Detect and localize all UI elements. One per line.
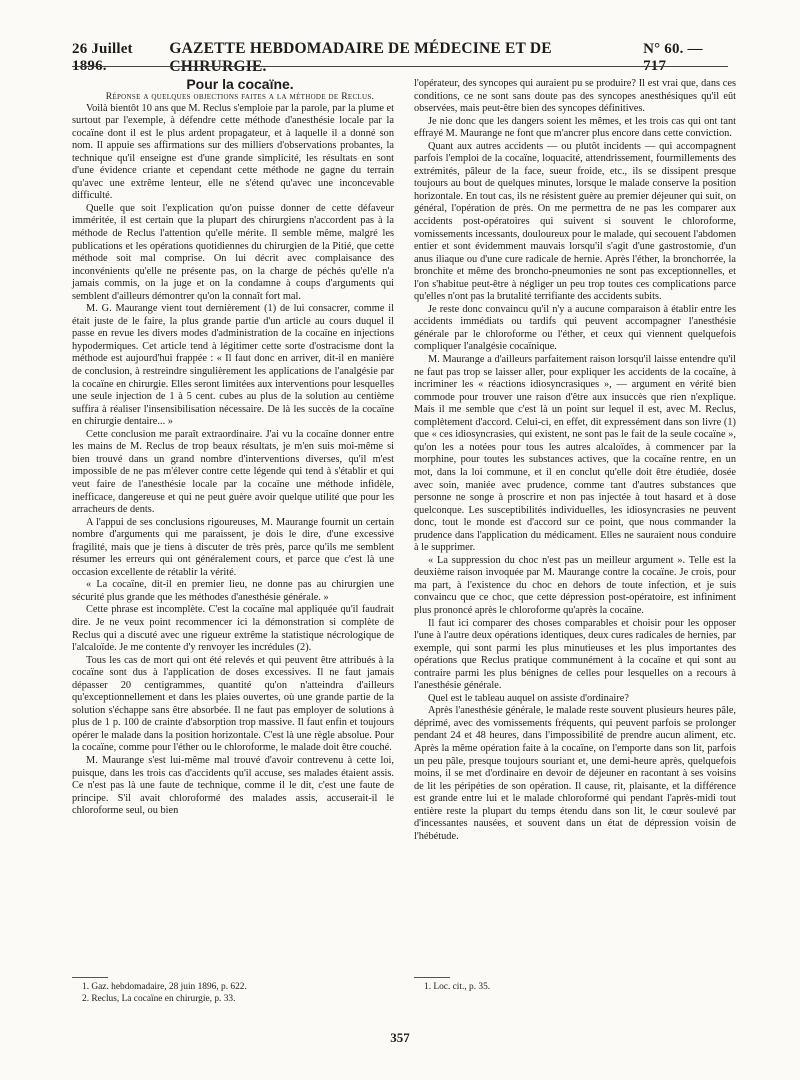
paragraph: l'opérateur, des syncopes qui auraient pu se produire? Il est vrai que, dans ces conditions, ce ne sont sans doute pas des syncopes anesthésiques qu'il eût observées, mais peut-être bien des syncopes définitives. xyxy=(414,78,736,115)
paragraph: Voilà bientôt 10 ans que M. Reclus s'emploie par la parole, par la plume et surtout par l'exemple, à défendre cette méthode d'anesthésie locale par la cocaïne dont il est le plus ardent propagateur, et à laquelle il a donné son nom. Il appuie ses affirmations sur des milliers d'observations probantes, la technique qu'il enseigne est d'une grande simplicité, les résultats en sont d'une évidence criante et cependant cette méthode ne gagne du terrain qu'avec une extrême lenteur, elle ne s'étend qu'avec une inconcevable difficulté. xyxy=(72,102,394,202)
right-column xyxy=(414,78,736,843)
left-column xyxy=(72,78,394,818)
article-subtitle: Réponse a quelques objections faites a la méthode de Reclus. xyxy=(105,90,375,102)
footnote-rule xyxy=(414,977,450,978)
paragraph: Il faut ici comparer des choses comparables et choisir pour les opposer l'une à l'autre deux opérations identiques, deux cures radicales de hernies, par exemple, qui sont parmi les plus minutieuses et les plus importantes des opérations que Reclus pratique communément à la cocaïne et qui sont au contraire parmi les plus bénignes de celles pour lesquelles on a recours à l'anesthésie générale. xyxy=(414,617,736,692)
paragraph: M. G. Maurange vient tout dernièrement (1) de lui consacrer, comme il était juste de le faire, la plus grande partie d'un article au cours duquel il passe en revue les divers modes d'administration de la cocaïne en injections hypodermiques. Cet article tend à légitimer cette sorte d'ostracisme dont la méthode est aujourd'hui frappée : « Il faut donc en arriver, dit-il en manière de conclusion, à restreindre singulièrement les applications de l'analgésie par la cocaïne en chirurgie. Elles seront limitées aux interventions pour lesquelles une seule injection de 1 à 5 cent. cubes au plus de la solution au centième suffira à réaliser l'insensibilisation nécessaire. De là les succès de la cocaïne en chirurgie dentaire... » xyxy=(72,303,394,428)
paragraph: A l'appui de ses conclusions rigoureuses, M. Maurange fournit un certain nombre d'arguments qui me paraissent, je dois le dire, d'une excessive fragilité, mais que je tiens à discuter de très près, parce qu'ils me semblent résumer les erreurs qui ont généralement cours, et parce que c'est là une occasion excellente de rétablir la vérité. xyxy=(72,516,394,578)
paragraph: M. Maurange a d'ailleurs parfaitement raison lorsqu'il laisse entendre qu'il ne faut pas trop se laisser aller, pour expliquer les accidents de la cocaïne, à incriminer les « réactions idiosyncrasiques », — argument en vérité bien commode pour trouver une raison d'être aux insuccès que rien n'explique. Mais il me semble que c'est là un point sur lequel il est, avec M. Reclus, complètement d'accord. Celui-ci, en effet, dit expressément dans son livre (1) que « ces idiosyncrasies, qui existent, ne sont pas le fait de la seule cocaïne », qu'on les a notées pour tous les autres alcaloïdes, à commencer par la morphine, pour toutes les substances actives, que la cocaïne rentre, en un mot, dans la loi commune, et il en conclut qu'elle doit être étudiée, dosée avec soin, maniée avec prudence, comme tant d'autres substances que personne ne songe à proscrire et non pas injectée à tout hasard et à dose quelconque. Les susceptibilités individuelles, les idiosyncrasies ne peuvent donc, tout le monde est d'accord sur ce point, que nous commander la prudence dans l'application du médicament. Elles ne sauraient nous conduire à le supprimer. xyxy=(414,354,736,554)
footnote-rule xyxy=(72,977,108,978)
header-journal-title: GAZETTE HEBDOMADAIRE DE MÉDECINE ET DE CHIRURGIE. xyxy=(169,40,552,75)
footnote: 2. Reclus, La cocaïne en chirurgie, p. 33. xyxy=(82,994,236,1004)
paragraph: Cette phrase est incomplète. C'est la cocaïne mal appliquée qu'il faudrait dire. Je ne veux point recommencer ici la démonstration si complète de Reclus qui a discuté avec une rigueur extrême la statistique nécrologique de l'alcaloïde. Je me contente d'y renvoyer les incrédules (2). xyxy=(72,604,394,654)
paragraph: Quel est le tableau auquel on assiste d'ordinaire? xyxy=(428,692,629,704)
header-date: 26 Juillet 1896. xyxy=(72,41,133,74)
header-issue-number: N° 60. — 717 xyxy=(643,41,703,74)
paragraph: Tous les cas de mort qui ont été relevés et qui peuvent être attribués à la cocaïne sont dus à l'application de doses excessives. Il ne faut jamais dépasser 20 centigrammes, quantité qu'on n'atteindra d'ailleurs qu'exceptionnellement et dans les plaies ouvertes, où une grande partie de la solution s'échappe sans être absorbée. Il ne faut pas employer de solutions à plus de 1 p. 100 de crainte d'absorption trop massive. Il faut enfin et toujours opérer le malade dans la position horizontale. C'est là une règle absolue. Pour la cocaïne, comme pour l'éther ou le chloroforme, le malade doit être couché. xyxy=(72,654,394,754)
paragraph: Quelle que soit l'explication qu'on puisse donner de cette défaveur imméritée, il est certain que la plupart des chirurgiens n'accordent pas à la méthode de Reclus l'attention qu'elle mérite. Il semble même, malgré les publications et les opérations quotidiennes du chirurgien de la Pitié, que cette méthode soit mal comprise. On lui décrit avec complaisance des inconvénients qu'elle ne présente pas, on la charge de péchés qu'elle n'a jamais commis, on la juge et on la condamne à coups d'arguments qui semblent d'ailleurs démontrer qu'on la connaît fort mal. xyxy=(72,202,394,302)
paragraph: Cette conclusion me paraît extraordinaire. J'ai vu la cocaïne donner entre les mains de M. Reclus de trop beaux résultats, je m'en suis moi-même si bien trouvé dans un grand nombre d'interventions diverses, qu'il m'est impossible de ne pas m'élever contre cette légende qui tend à s'établir et qui veut faire de l'anesthésie locale par la cocaïne une méthode infidèle, inefficace, dangereuse et qui ne peut guère avoir quelque utilité que pour les arracheurs de dents. xyxy=(72,428,394,516)
paragraph: M. Maurange s'est lui-même mal trouvé d'avoir contrevenu à cette loi, puisque, dans les trois cas d'accidents qu'il accuse, ses malades étaient assis. Ce n'est pas là une faute de technique, comme il le dit, c'est une faute de principe. S'il avait chloroformé des malades assis, accuserait-il le chloroforme seul, ou bien xyxy=(72,754,394,817)
paragraph: « La cocaïne, dit-il en premier lieu, ne donne pas au chirurgien une sécurité plus grande que les méthodes d'anesthésie générale. » xyxy=(72,579,394,603)
header-rule xyxy=(72,66,728,67)
footnote: 1. Gaz. hebdomadaire, 28 juin 1896, p. 622. xyxy=(82,982,247,992)
paragraph: Je nie donc que les dangers soient les mêmes, et les trois cas qui ont tant effrayé M. Maurange ne font que m'ancrer plus encore dans cette conviction. xyxy=(414,115,736,140)
paragraph: Je reste donc convaincu qu'il n'y a aucune comparaison à établir entre les accidents immédiats ou tardifs qui peuvent accompagner l'anesthésie générale par le chloroforme ou l'éther, et ceux qui viennent quelquefois compliquer l'analgésie cocaïnique. xyxy=(414,303,736,353)
paragraph: « La suppression du choc n'est pas un meilleur argument ». Telle est la deuxième raison invoquée par M. Maurange contre la cocaïne. Je crois, pour ma part, à l'existence du choc en dehors de toute infection, et je suis convaincu que ce choc, que cette dépression post-opératoire, est infiniment plus prononcé après le chloroforme qu'après la cocaïne. xyxy=(414,554,736,616)
footnote: 1. Loc. cit., p. 35. xyxy=(424,982,491,992)
footnotes-left xyxy=(72,977,394,1005)
footnotes-right xyxy=(414,977,736,993)
page-number: 357 xyxy=(390,1030,410,1045)
article-title: Pour la cocaïne. xyxy=(186,76,294,92)
paragraph: Après l'anesthésie générale, le malade reste souvent plusieurs heures pâle, déprimé, avec des vomissements fréquents, qui peuvent parfois se prolonger pendant 24 et 48 heures, dans l'impossibilité de prendre aucun aliment, etc. Après la même opération faite à la cocaïne, on l'emporte dans son lit, parfois un peu pâle, presque toujours souriant et, une demi-heure après, quelquefois moins, il se met d'ordinaire en devoir de déjeuner en racontant à ses voisins de lit les péripéties de son opération. Il cause, rit, plaisante, et la différence est grande entre lui et le malade chloroformé qui pendant l'après-midi tout entière reste la plupart du temps étendu dans son lit, le cœur soulevé par d'incessantes nausées, et souvent dans un état de dépression voisin de l'hébétude. xyxy=(414,705,736,842)
running-header xyxy=(72,40,728,75)
paragraph: Quant aux autres accidents — ou plutôt incidents — qui accompagnent parfois l'emploi de la cocaïne, loquacité, attendrissement, fourmillements des extrémités, pâleur de la face, sueur froide, etc., ils se dissipent presque toujours au bout de quelques minutes, lorsque le malade conserve la position horizontale. En tout cas, ils ne résistent guère au premier déjeuner qui suit, on général, l'opération de près. On me permettra de ne pas les comparer aux accidents post-opératoires qui suivent si souvent le chloroforme, vomissements incessants, douloureux pour le malade, qui secouent l'abdomen entier et sont évidemment mauvais lorsqu'il s'agit d'une gastrostomie, d'un anus iliaque ou d'une cure radicale de hernie. Après l'éther, la bronchorrée, la bronchite et même des broncho-pneumonies ne sont pas exceptionnelles, et l'on s'habitue peut-être à négliger un peu trop toutes ces complications parce qu'elles n'ont pas la brutalité terrifiante des accidents subits. xyxy=(414,140,736,303)
